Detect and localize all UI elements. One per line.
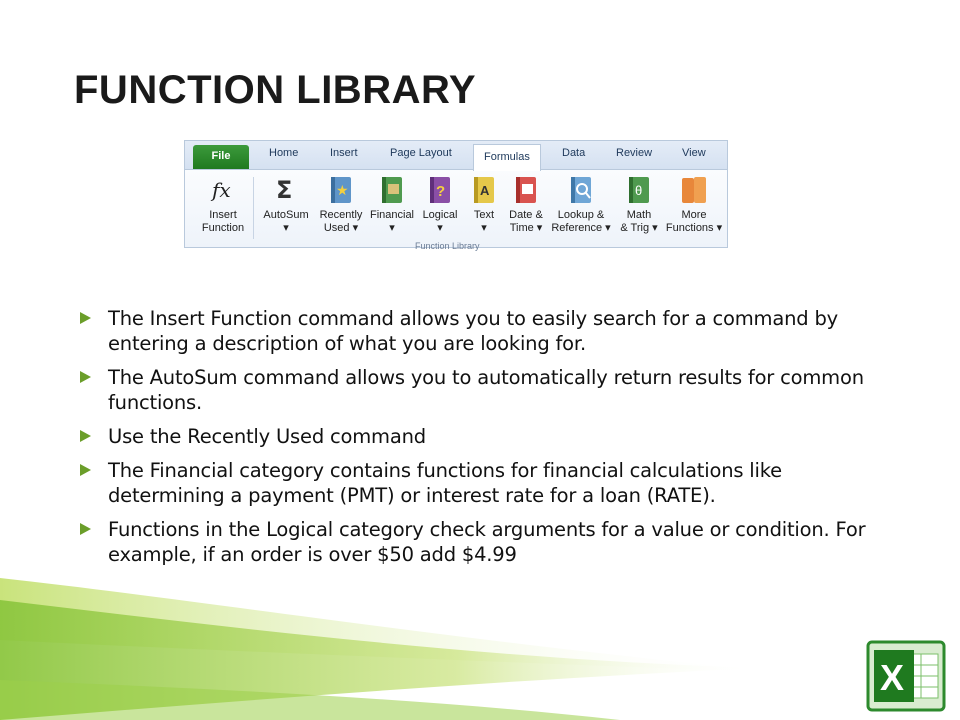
- bullet-list: [76, 306, 896, 576]
- question-book-icon: [427, 175, 453, 205]
- bullet-text-post: category check arguments for a value or condition. For example, if an order is over $50 add $4.99: [108, 518, 866, 566]
- text-button[interactable]: [467, 175, 501, 235]
- tab-file[interactable]: File: [193, 145, 249, 169]
- bullet-text-post: command allows you to easily search for a command by entering a description of what you are looking for.: [108, 307, 838, 355]
- autosum-label1: AutoSum: [263, 209, 309, 221]
- bullet-text-post: command allows you to automatically return results for common functions.: [108, 366, 864, 414]
- bullet-text-pre: The: [108, 366, 150, 389]
- insert-function-label2: Function: [201, 222, 245, 234]
- lookup-reference-label2: Reference ▾: [551, 222, 611, 234]
- arrow-bullet-icon: [80, 371, 91, 383]
- recently-used-button[interactable]: [315, 175, 367, 235]
- svg-text:θ: θ: [635, 183, 643, 198]
- tab-data[interactable]: Data: [562, 147, 586, 159]
- svg-text:X: X: [880, 657, 905, 698]
- arrow-bullet-icon: [80, 312, 91, 324]
- bullet-item: [76, 365, 896, 415]
- bullet-text-post: command: [324, 425, 426, 448]
- bullet-keyword: Financial: [149, 459, 234, 482]
- bullet-keyword: RATE: [654, 484, 703, 507]
- autosum-button[interactable]: [257, 175, 315, 235]
- books-stack-icon: [681, 175, 707, 205]
- svg-text:fx: fx: [212, 178, 231, 202]
- logical-button[interactable]: [417, 175, 463, 235]
- function-library-group: [185, 171, 727, 245]
- recently-used-label2: Used ▾: [323, 222, 359, 234]
- insert-function-button[interactable]: [197, 175, 249, 235]
- tab-insert[interactable]: Insert: [330, 147, 358, 159]
- svg-text:Σ: Σ: [276, 176, 293, 204]
- arrow-bullet-icon: [80, 430, 91, 442]
- financial-book-icon: [379, 175, 405, 205]
- bullet-text-pre: Functions in the: [108, 518, 267, 541]
- tab-home[interactable]: Home: [269, 147, 299, 159]
- tab-formulas[interactable]: Formulas: [473, 144, 541, 171]
- bullet-item: [76, 458, 896, 508]
- bullet-text-post2: ).: [702, 484, 716, 507]
- bullet-keyword: Logical: [266, 518, 334, 541]
- financial-button[interactable]: [367, 175, 417, 235]
- arrow-bullet-icon: [80, 523, 91, 535]
- autosum-label2: ▾: [283, 222, 289, 234]
- lookup-reference-label1: Lookup &: [557, 209, 605, 221]
- bullet-text-pre: The: [108, 307, 150, 330]
- date-time-label2: Time ▾: [509, 222, 543, 234]
- financial-label1: Financial: [369, 209, 415, 221]
- more-functions-label2: Functions ▾: [665, 222, 723, 234]
- date-time-label1: Date &: [509, 209, 543, 221]
- math-trig-label2: & Trig ▾: [620, 222, 658, 234]
- green-swoosh-decoration: [0, 560, 960, 720]
- logical-label1: Logical: [422, 209, 458, 221]
- bullet-keyword: Recently Used: [187, 425, 324, 448]
- math-trig-label1: Math: [626, 209, 652, 221]
- ribbon-separator: [253, 177, 254, 239]
- bullet-item: [76, 424, 896, 449]
- tab-view[interactable]: View: [682, 147, 706, 159]
- text-label2: ▾: [481, 222, 487, 234]
- fx-icon: [210, 175, 236, 205]
- magnifier-book-icon: [568, 175, 594, 205]
- insert-function-label1: Insert: [209, 209, 237, 221]
- bullet-text-pre: The: [108, 459, 150, 482]
- bullet-keyword: AutoSum: [149, 366, 238, 389]
- date-time-button[interactable]: [503, 175, 549, 235]
- text-label1: Text: [473, 209, 495, 221]
- ribbon-screenshot: [184, 140, 728, 251]
- math-trig-button[interactable]: [615, 175, 663, 235]
- star-book-icon: [328, 175, 354, 205]
- more-functions-label1: More: [681, 209, 707, 221]
- group-label: Function Library: [415, 241, 480, 251]
- sigma-icon: [273, 175, 299, 205]
- financial-label2: ▾: [389, 222, 395, 234]
- lookup-reference-button[interactable]: [549, 175, 613, 235]
- slide-title: FUNCTION LIBRARY: [74, 68, 477, 112]
- tab-page-layout[interactable]: Page Layout: [390, 147, 452, 159]
- theta-book-icon: [626, 175, 652, 205]
- text-book-icon: [471, 175, 497, 205]
- excel-logo-icon: [866, 640, 946, 712]
- bullet-keyword: PMT: [347, 484, 387, 507]
- ribbon-tab-bar: [185, 141, 727, 170]
- calendar-book-icon: [513, 175, 539, 205]
- logical-label2: ▾: [437, 222, 443, 234]
- recently-used-label1: Recently: [319, 209, 363, 221]
- bullet-text-post: category contains functions for financial calculations like determining a payment (: [108, 459, 782, 507]
- svg-text:?: ?: [436, 183, 446, 200]
- svg-text:★: ★: [336, 182, 349, 198]
- bullet-item: [76, 306, 896, 356]
- bullet-keyword: Insert Function: [149, 307, 292, 330]
- bullet-text-mid: ) or interest rate for a loan (: [386, 484, 655, 507]
- svg-text:A: A: [480, 183, 490, 198]
- arrow-bullet-icon: [80, 464, 91, 476]
- tab-review[interactable]: Review: [616, 147, 653, 159]
- more-functions-button[interactable]: [663, 175, 725, 235]
- bullet-text-pre: Use the: [108, 425, 188, 448]
